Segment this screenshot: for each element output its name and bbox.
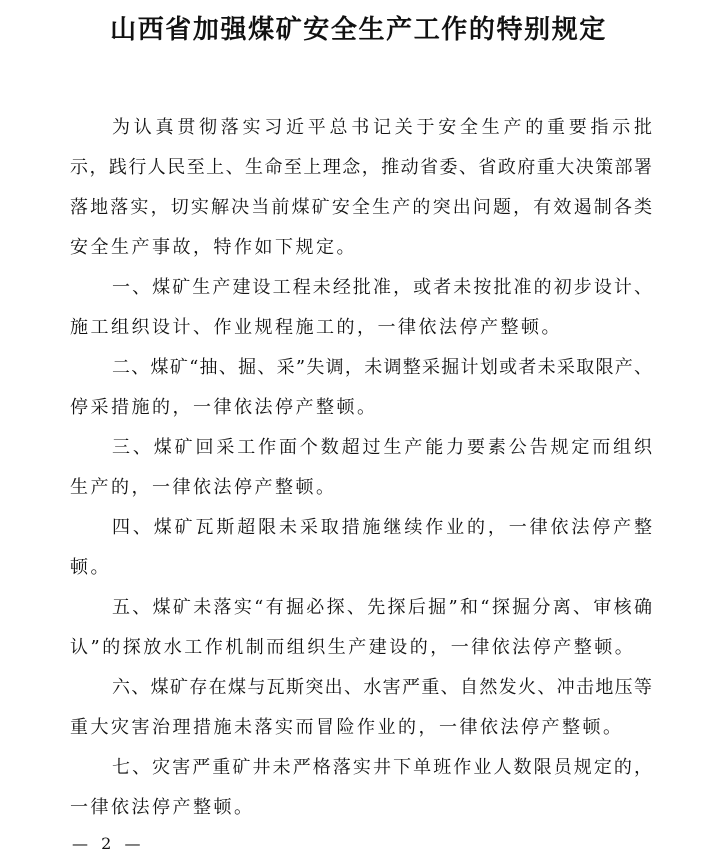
document-body bbox=[70, 108, 652, 828]
article-line: 七、灾害严重矿井未严格落实井下单班作业人数限员规定的， bbox=[112, 757, 652, 778]
article-line: 一、煤矿生产建设工程未经批准，或者未按批准的初步设计、 bbox=[112, 277, 652, 298]
article-line: 三、煤矿回采工作面个数超过生产能力要素公告规定而组织 bbox=[112, 437, 652, 458]
page-number: — 2 — bbox=[72, 834, 142, 853]
article-line: 认”的探放水工作机制而组织生产建设的，一律依法停产整顿。 bbox=[70, 637, 636, 658]
paragraph-line: 示，践行人民至上、生命至上理念，推动省委、省政府重大决策部署 bbox=[70, 157, 652, 178]
article-line: 五、煤矿未落实“有掘必探、先探后掘”和“探掘分离、审核确 bbox=[112, 597, 652, 618]
article-line: 一律依法停产整顿。 bbox=[70, 797, 255, 818]
article-line: 六、煤矿存在煤与瓦斯突出、水害严重、自然发火、冲击地压等 bbox=[112, 677, 652, 698]
paragraph-line: 安全生产事故，特作如下规定。 bbox=[70, 237, 357, 258]
article-line: 四、煤矿瓦斯超限未采取措施继续作业的，一律依法停产整 bbox=[112, 517, 652, 538]
paragraph-line: 落地落实，切实解决当前煤矿安全生产的突出问题，有效遏制各类 bbox=[70, 197, 652, 218]
article-line: 停采措施的，一律依法停产整顿。 bbox=[70, 397, 378, 418]
article-line: 生产的，一律依法停产整顿。 bbox=[70, 477, 337, 498]
article-line: 二、煤矿“抽、掘、采”失调，未调整采掘计划或者未采取限产、 bbox=[112, 357, 652, 378]
document-title: 山西省加强煤矿安全生产工作的特别规定 bbox=[110, 15, 607, 45]
paragraph-line: 为认真贯彻落实习近平总书记关于安全生产的重要指示批 bbox=[112, 117, 652, 138]
article-line: 顿。 bbox=[70, 557, 111, 578]
article-line: 重大灾害治理措施未落实而冒险作业的，一律依法停产整顿。 bbox=[70, 717, 624, 738]
article-line: 施工组织设计、作业规程施工的，一律依法停产整顿。 bbox=[70, 317, 562, 338]
